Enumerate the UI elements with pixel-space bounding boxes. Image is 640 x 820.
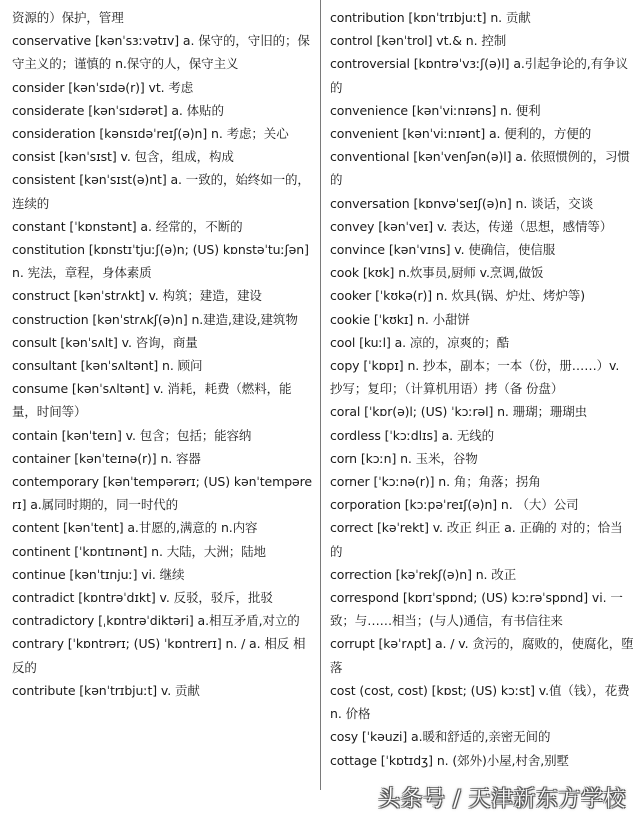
vocab-entry-text: construction [kənˈstrʌkʃ(ə)n] n.建造,建设,建筑物 (12, 311, 298, 327)
vocab-entry-text: cost (cost, cost) [kɒst; (US) kɔːst] v.值（钱），花费 n. 价格 (330, 682, 630, 722)
vocab-entry-text: corporation [kɔːpəˈreɪʃ(ə)n] n. （大）公司 (330, 497, 579, 513)
vocab-entry (330, 725, 634, 748)
vocab-entry (12, 632, 316, 678)
vocab-entry (330, 215, 634, 238)
vocab-entry (12, 6, 316, 29)
vocab-entry (330, 516, 634, 562)
vocab-entry-text: consistent [kənˈsɪst(ə)nt] a. 一致的，始终如一的，连续的 (12, 172, 310, 211)
vocab-entry (330, 563, 634, 586)
vocab-entry (330, 284, 634, 307)
vocab-entry-text: consultant [kənˈsʌltənt] n. 顾问 (12, 358, 203, 374)
vocab-entry (330, 192, 634, 215)
vocab-entry-text: coral [ˈkɒr(ə)l; (US) ˈkɔːrəl] n. 珊瑚；珊瑚虫 (330, 404, 588, 420)
vocab-entry (12, 424, 316, 447)
vocab-entry-text: convenience [kənˈviːnɪəns] n. 便利 (330, 102, 541, 118)
vocab-entry-text: copy [ˈkɒpɪ] n. 抄本，副本；一本（份，册……）v. 抄写；复印；（计算机用语）拷（备 份盘） (330, 358, 620, 397)
vocab-entry (12, 563, 316, 586)
vocab-entry (12, 99, 316, 122)
vocab-entry (330, 29, 634, 52)
vocab-entry-text: contradictory [ˌkɒntrəˈdiktəri] a.相互矛盾,对立的 (12, 613, 300, 629)
vocab-entry-text: cordless [ˈkɔːdlɪs] a. 无线的 (330, 427, 495, 443)
right-column (330, 6, 634, 772)
vocab-entry (12, 238, 316, 284)
vocab-entry-text: corner [ˈkɔːnə(r)] n. 角；角落；拐角 (330, 474, 541, 490)
vocab-entry (330, 354, 634, 400)
vocab-entry (12, 284, 316, 307)
vocab-entry (12, 609, 316, 632)
vocab-entry-text: control [kənˈtrol] vt.& n. 控制 (330, 33, 507, 49)
vocab-entry (330, 586, 634, 632)
vocab-entry (330, 145, 634, 191)
vocab-entry (12, 122, 316, 145)
vocab-entry-text: constitution [kɒnstɪˈtjuːʃ(ə)n; (US) kɒnstəˈtuːʃən] n. 宪法，章程，身体素质 (12, 242, 309, 281)
vocab-entry (330, 122, 634, 145)
vocab-entry-text: cooker [ˈkʊkə(r)] n. 炊具(锅、炉灶、烤炉等) (330, 288, 586, 304)
vocab-entry (12, 447, 316, 470)
vocab-entry (330, 308, 634, 331)
vocab-entry (330, 679, 634, 725)
vocab-entry (12, 76, 316, 99)
vocab-entry-text: consume [kənˈsʌltənt] v. 消耗，耗费（燃料，能量，时间等） (12, 381, 292, 420)
vocab-entry-text: cottage [ˈkɒtɪdʒ] n. (郊外)小屋,村舍,别墅 (330, 752, 569, 768)
vocab-entry-text: contemporary [kənˈtempərərɪ; (US) kənˈtempərerɪ] a.属同时期的，同一时代的 (12, 474, 313, 513)
vocab-entry-text: content [kənˈtent] a.甘愿的,满意的 n.内容 (12, 520, 258, 536)
vocab-entry-text: contribute [kənˈtrɪbjuːt] v. 贡献 (12, 682, 200, 698)
vocab-entry (12, 679, 316, 702)
vocab-entry-text: controversial [kɒntrəˈvɜːʃ(ə)l] a.引起争论的,有争议的 (330, 56, 628, 95)
vocab-entry-text: continent [ˈkɒntɪnənt] n. 大陆，大洲；陆地 (12, 543, 266, 559)
left-column (12, 6, 316, 702)
vocab-entry (330, 261, 634, 284)
vocab-entry (12, 540, 316, 563)
column-divider (320, 0, 321, 790)
vocab-entry (330, 52, 634, 98)
vocab-entry-text: corrupt [kəˈrʌpt] a. / v. 贪污的，腐败的，使腐化，堕落 (330, 636, 634, 675)
vocab-entry-text: conventional [kənˈvenʃən(ə)l] a. 依照惯例的，习惯的 (330, 149, 630, 188)
vocab-entry (330, 99, 634, 122)
vocab-entry-text: convenient [kənˈviːnɪənt] a. 便利的，方便的 (330, 126, 592, 142)
vocab-entry (330, 749, 634, 772)
vocab-entry (12, 354, 316, 377)
vocab-entry-text: constant [ˈkɒnstənt] a. 经常的，不断的 (12, 218, 243, 234)
vocab-entry-text: cook [kʊk] n.炊事员,厨师 v.烹调,做饭 (330, 265, 544, 281)
vocab-entry-text: continue [kənˈtɪnjuː] vi. 继续 (12, 566, 185, 582)
vocab-entry-text: contribution [kɒnˈtrɪbjuːt] n. 贡献 (330, 10, 531, 25)
vocab-entry-text: convince [kənˈvɪns] v. 使确信，使信服 (330, 242, 556, 258)
vocab-entry (12, 215, 316, 238)
vocab-entry-text: convey [kənˈveɪ] v. 表达，传递（思想，感情等） (330, 218, 613, 234)
vocab-entry-text: consider [kənˈsɪdə(r)] vt. 考虑 (12, 79, 194, 95)
vocab-entry (330, 6, 634, 29)
vocab-entry-text: consist [kənˈsɪst] v. 包含，组成，构成 (12, 149, 234, 165)
vocab-entry-text: consult [kənˈsʌlt] v. 咨询，商量 (12, 334, 198, 350)
vocab-entry-text: cosy [ˈkəuzi] a.暖和舒适的,亲密无间的 (330, 729, 551, 745)
vocab-entry-text: construct [kənˈstrʌkt] v. 构筑；建造，建设 (12, 288, 262, 304)
vocab-entry-text: correct [kəˈrekt] v. 改正 纠正 a. 正确的 对的；恰当的 (330, 520, 623, 559)
vocab-entry-text: container [kənˈteɪnə(r)] n. 容器 (12, 450, 201, 466)
vocab-entry-text: consideration [kənsɪdəˈreɪʃ(ə)n] n. 考虑；关心 (12, 126, 289, 142)
vocab-entry (12, 586, 316, 609)
vocab-entry (12, 145, 316, 168)
watermark-text: 头条号 / 天津新东方学校 (378, 787, 626, 812)
vocab-entry-text: contain [kənˈteɪn] v. 包含；包括；能容纳 (12, 427, 252, 443)
vocab-entry-text: conversation [kɒnvəˈseɪʃ(ə)n] n. 谈话，交谈 (330, 195, 594, 211)
vocab-entry (12, 308, 316, 331)
vocab-entry (330, 470, 634, 493)
vocab-entry (12, 470, 316, 516)
vocab-entry (330, 447, 634, 470)
vocab-entry (330, 493, 634, 516)
vocab-entry-text: conservative [kənˈsɜːvətɪv] a. 保守的，守旧的；保守主义的；谨慎的 n.保守的人，保守主义 (12, 33, 310, 72)
vocab-entry (12, 29, 316, 75)
vocab-entry-text: cookie [ˈkʊkɪ] n. 小甜饼 (330, 311, 470, 327)
vocab-entry (330, 632, 634, 678)
vocab-entry-text: 资源的）保护，管理 (12, 10, 124, 25)
vocab-entry-text: correction [kəˈrekʃ(ə)n] n. 改正 (330, 566, 517, 582)
vocab-entry (330, 238, 634, 261)
vocab-entry (12, 168, 316, 214)
vocab-entry (330, 331, 634, 354)
vocab-entry (12, 516, 316, 539)
vocab-entry-text: cool [kuːl] a. 凉的，凉爽的；酷 (330, 334, 510, 350)
vocab-entry (330, 424, 634, 447)
vocab-entry-text: contrary [ˈkɒntrərɪ; (US) ˈkɒntrerɪ] n. / a. 相反 相反的 (12, 636, 306, 675)
vocab-entry (330, 400, 634, 423)
vocab-entry-text: considerate [kənˈsɪdərət] a. 体贴的 (12, 102, 224, 118)
vocab-entry (12, 331, 316, 354)
vocab-entry-text: correspond [kɒrɪˈspɒnd; (US) kɔːrəˈspɒnd] vi. 一致；与……相当；(与人)通信，有书信往来 (330, 590, 623, 629)
vocab-entry-text: contradict [kɒntrəˈdɪkt] v. 反驳，驳斥，批驳 (12, 590, 273, 606)
vocab-entry (12, 377, 316, 423)
vocab-entry-text: corn [kɔːn] n. 玉米，谷物 (330, 450, 478, 466)
